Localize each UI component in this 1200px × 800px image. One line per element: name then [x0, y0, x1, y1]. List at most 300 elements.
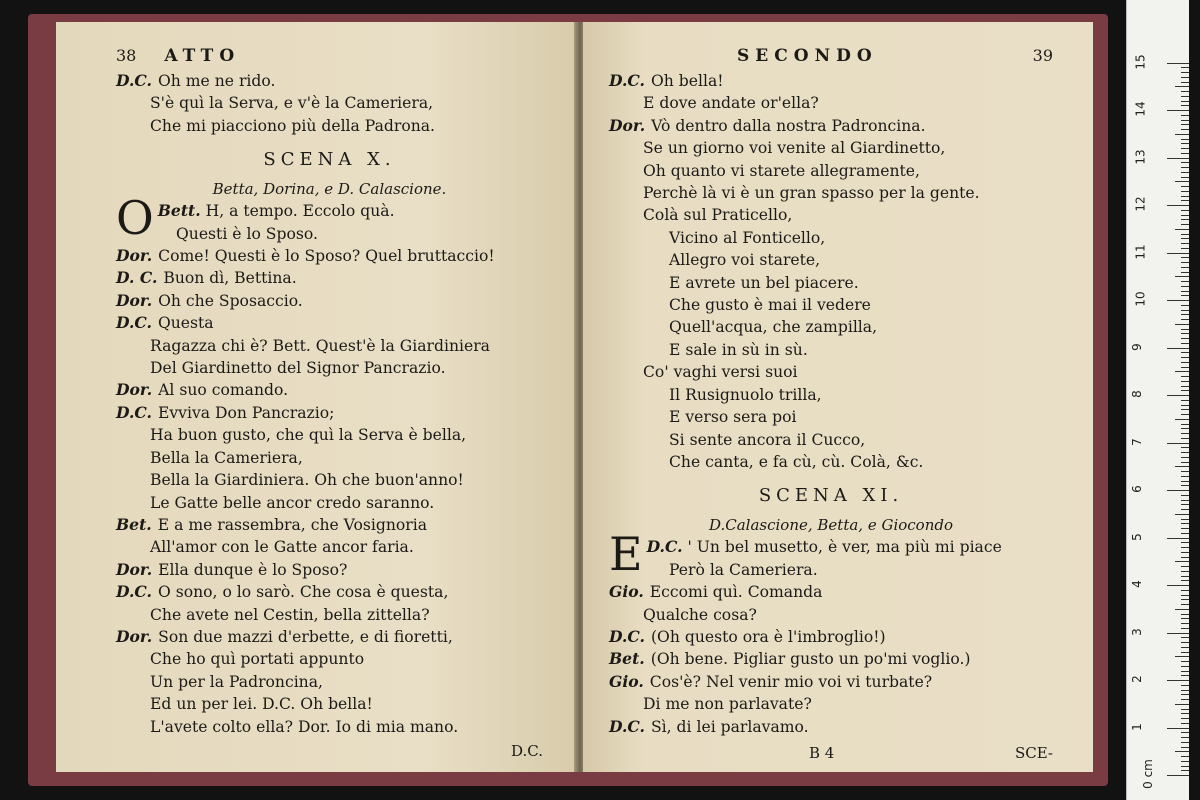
ruler-minor-tick — [1181, 557, 1189, 558]
ruler-minor-tick — [1181, 552, 1189, 553]
speaker-label: Dor. — [116, 246, 153, 266]
ruler-minor-tick — [1181, 77, 1189, 78]
ruler-label: 4 — [1129, 580, 1144, 588]
ruler-minor-tick — [1181, 452, 1189, 453]
dialogue-text: Oh me ne rido. — [157, 72, 276, 90]
ruler-minor-tick — [1181, 310, 1189, 311]
speaker-label: Bet. — [609, 649, 645, 669]
dialogue-text: E avrete un bel piacere. — [669, 273, 859, 292]
ruler-minor-tick — [1181, 338, 1189, 339]
dialogue-text: Al suo comando. — [158, 381, 289, 400]
dialogue-text: Il Rusignuolo trilla, — [669, 385, 822, 404]
ruler-minor-tick — [1181, 666, 1189, 667]
ruler-minor-tick — [1181, 219, 1189, 220]
ruler-minor-tick — [1181, 604, 1189, 605]
ruler-minor-tick — [1181, 770, 1189, 771]
left-page — [56, 22, 579, 772]
dialogue-text: Qualche cosa? — [643, 605, 757, 624]
ruler-minor-tick — [1181, 381, 1189, 382]
speaker-label: D.C. — [116, 582, 152, 602]
right-page-header — [609, 46, 1053, 66]
speaker-label: Dor. — [116, 290, 153, 310]
ruler-minor-tick — [1175, 276, 1189, 277]
dialogue-text: E sale in sù in sù. — [669, 340, 808, 359]
ruler-tick — [1167, 490, 1189, 491]
dialogue-text: Bella la Cameriera, — [150, 448, 303, 467]
dialogue-line — [609, 716, 1053, 738]
ruler-minor-tick — [1181, 732, 1189, 733]
ruler-tick — [1167, 633, 1189, 634]
ruler-tick — [1167, 253, 1189, 254]
ruler-minor-tick — [1181, 129, 1189, 130]
ruler-minor-tick — [1181, 433, 1189, 434]
ruler-minor-tick — [1181, 661, 1189, 662]
dialogue-line — [116, 671, 543, 693]
dialogue-text: Sì, di lei parlavamo. — [650, 717, 809, 736]
ruler-label: 9 — [1129, 342, 1144, 351]
ruler-minor-tick — [1181, 756, 1189, 757]
dialogue-line — [609, 671, 1053, 693]
dialogue-line — [609, 693, 1053, 715]
dialogue-text: Questa — [157, 314, 214, 333]
ruler-minor-tick — [1181, 367, 1189, 368]
dialogue-line — [609, 160, 1053, 182]
dialogue-line — [116, 447, 543, 469]
dialogue-text: Che avete nel Cestin, bella zittella? — [150, 605, 430, 624]
dropcap-line-x-2: Questi è lo Sposo. — [176, 224, 318, 243]
ruler-label: 8 — [1129, 390, 1144, 398]
dialogue-line — [116, 92, 543, 114]
left-top-lines — [116, 70, 543, 137]
dialogue-text: All'amor con le Gatte ancor faria. — [150, 538, 414, 557]
dialogue-text: Del Giardinetto del Signor Pancrazio. — [150, 359, 446, 378]
ruler-minor-tick — [1181, 286, 1189, 287]
dialogue-line — [609, 92, 1053, 114]
dialogue-line — [116, 716, 543, 738]
ruler-minor-tick — [1181, 576, 1189, 577]
speaker-label: Dor. — [116, 559, 153, 579]
dialogue-text: Bella la Giardiniera. Oh che buon'anno! — [150, 471, 464, 490]
ruler-minor-tick — [1181, 295, 1189, 296]
ruler-minor-tick — [1181, 742, 1189, 743]
ruler-minor-tick — [1181, 414, 1189, 415]
dialogue-line — [116, 245, 543, 267]
ruler-minor-tick — [1181, 462, 1189, 463]
dialogue-line — [116, 581, 543, 603]
ruler-minor-tick — [1181, 162, 1189, 163]
dialogue-text: Evviva Don Pancrazio; — [157, 403, 335, 422]
dialogue-text: Che ho quì portati appunto — [150, 650, 365, 669]
speaker-label: D.C. — [116, 402, 152, 422]
ruler-minor-tick — [1181, 504, 1189, 505]
ruler-minor-tick — [1181, 447, 1189, 448]
dialogue-line — [116, 492, 543, 514]
ruler-minor-tick — [1181, 357, 1189, 358]
ruler-minor-tick — [1181, 390, 1189, 391]
dialogue-line — [609, 137, 1053, 159]
dialogue-text: ' Un bel musetto, è ver, ma più mi piace — [687, 538, 1002, 557]
dialogue-text: Ha buon gusto, che quì la Serva è bella, — [150, 426, 467, 445]
scene-characters-x: Betta, Dorina, e D. Calascione. — [212, 180, 447, 199]
ruler-label: 13 — [1133, 148, 1148, 165]
ruler-minor-tick — [1181, 234, 1189, 235]
speaker-label: Dor. — [116, 626, 153, 646]
ruler-label: 14 — [1133, 101, 1148, 117]
scene-heading-xi: SCENA XI. — [758, 485, 904, 507]
ruler-minor-tick — [1175, 609, 1189, 610]
dialogue-text: (Oh bene. Pigliar gusto un po'mi voglio.) — [650, 650, 971, 669]
ruler-label: 11 — [1133, 243, 1148, 260]
dialogue-line — [609, 626, 1053, 648]
catchword-text: D.C. — [511, 741, 543, 760]
dialogue-line — [609, 115, 1053, 137]
speaker-label: Bett. — [157, 201, 201, 221]
ruler-minor-tick — [1175, 371, 1189, 372]
dialogue-text: Eccomi quì. Comanda — [649, 583, 823, 602]
ruler-minor-tick — [1181, 72, 1189, 73]
ruler-tick — [1167, 63, 1189, 64]
dialogue-text: Allegro voi starete, — [669, 251, 821, 270]
ruler-minor-tick — [1175, 514, 1189, 515]
dialogue-text: Vicino al Fonticello, — [669, 228, 826, 247]
ruler-minor-tick — [1181, 177, 1189, 178]
ruler-minor-tick — [1181, 438, 1189, 439]
ruler-minor-tick — [1181, 675, 1189, 676]
ruler-minor-tick — [1181, 400, 1189, 401]
dialogue-line — [116, 357, 543, 379]
ruler-minor-tick — [1181, 737, 1189, 738]
ruler-minor-tick — [1175, 86, 1189, 87]
dialogue-text: Si sente ancora il Cucco, — [669, 430, 866, 449]
ruler-minor-tick — [1181, 566, 1189, 567]
dialogue-line — [609, 429, 1053, 451]
ruler-minor-tick — [1181, 386, 1189, 387]
ruler-minor-tick — [1181, 291, 1189, 292]
ruler-label: 7 — [1129, 437, 1144, 446]
dialogue-text: Oh quanto vi starete allegramente, — [643, 161, 920, 180]
ruler-label: 6 — [1129, 485, 1144, 493]
ruler-minor-tick — [1181, 148, 1189, 149]
ruler-minor-tick — [1181, 196, 1189, 197]
ruler-label: 0 cm — [1140, 759, 1155, 789]
ruler-minor-tick — [1175, 229, 1189, 230]
left-bottom-lines — [116, 245, 543, 738]
ruler-minor-tick — [1181, 215, 1189, 216]
dialogue-line — [609, 648, 1053, 670]
measurement-ruler — [1126, 0, 1189, 800]
dialogue-text: Ella dunque è lo Sposo? — [158, 560, 348, 579]
dialogue-text: Oh bella! — [650, 72, 724, 90]
ruler-minor-tick — [1181, 120, 1189, 121]
dialogue-line — [116, 648, 543, 670]
dialogue-line — [609, 227, 1053, 249]
dialogue-line — [116, 115, 543, 137]
scene-heading-x: SCENA X. — [263, 149, 396, 171]
dialogue-line — [609, 182, 1053, 204]
dialogue-line — [609, 339, 1053, 361]
ruler-minor-tick — [1181, 590, 1189, 591]
dialogue-text: Co' vaghi versi suoi — [643, 363, 798, 382]
dialogue-line — [116, 290, 543, 312]
dialogue-text: Ragazza chi è? Bett. Quest'è la Giardiniera — [150, 336, 490, 355]
dialogue-line — [609, 406, 1053, 428]
ruler-minor-tick — [1181, 91, 1189, 92]
ruler-minor-tick — [1181, 595, 1189, 596]
dialogue-text: Ed un per lei. D.C. Oh bella! — [150, 695, 373, 714]
ruler-minor-tick — [1181, 200, 1189, 201]
ruler-minor-tick — [1181, 485, 1189, 486]
dialogue-text: S'è quì la Serva, e v'è la Cameriera, — [150, 94, 434, 113]
ruler-minor-tick — [1175, 466, 1189, 467]
ruler-minor-tick — [1181, 105, 1189, 106]
dropcap-line-xi-2: Però la Cameriera. — [669, 560, 818, 579]
ruler-minor-tick — [1181, 495, 1189, 496]
ruler-minor-tick — [1181, 528, 1189, 529]
dialogue-line — [609, 316, 1053, 338]
ruler-tick — [1167, 680, 1189, 681]
ruler-label: 1 — [1129, 722, 1144, 731]
ruler-label: 12 — [1133, 196, 1148, 212]
ruler-minor-tick — [1181, 267, 1189, 268]
dialogue-text: E a me rassembra, che Vosignoria — [157, 515, 428, 534]
right-running-title: SECONDO — [737, 46, 878, 66]
ruler-minor-tick — [1175, 656, 1189, 657]
dialogue-text: Cos'è? Nel venir mio voi vi turbate? — [649, 672, 933, 691]
ruler-minor-tick — [1181, 257, 1189, 258]
dialogue-line — [609, 249, 1053, 271]
dialogue-text: L'avete colto ella? Dor. Io di mia mano. — [150, 717, 459, 736]
dialogue-line — [609, 581, 1053, 603]
speaker-label: D. C. — [116, 268, 158, 288]
ruler-tick — [1167, 158, 1189, 159]
ruler-minor-tick — [1181, 699, 1189, 700]
dialogue-text: O sono, o lo sarò. Che cosa è questa, — [157, 583, 449, 602]
ruler-tick — [1167, 205, 1189, 206]
ruler-minor-tick — [1181, 143, 1189, 144]
ruler-minor-tick — [1181, 186, 1189, 187]
drop-cap: O — [116, 191, 154, 246]
ruler-minor-tick — [1181, 533, 1189, 534]
dialogue-text: Se un giorno voi venite al Giardinetto, — [643, 139, 946, 158]
right-footer — [609, 744, 1053, 762]
ruler-minor-tick — [1181, 319, 1189, 320]
dialogue-line — [609, 272, 1053, 294]
ruler-minor-tick — [1181, 685, 1189, 686]
ruler-tick — [1167, 300, 1189, 301]
ruler-tick — [1167, 110, 1189, 111]
dialogue-line — [116, 536, 543, 558]
ruler-minor-tick — [1181, 167, 1189, 168]
ruler-minor-tick — [1181, 623, 1189, 624]
dialogue-text: Oh che Sposaccio. — [158, 291, 303, 310]
ruler-minor-tick — [1175, 561, 1189, 562]
dialogue-line — [609, 604, 1053, 626]
drop-cap: E — [609, 527, 643, 582]
dialogue-line — [116, 424, 543, 446]
ruler-label: 3 — [1129, 627, 1144, 636]
dialogue-text: Che gusto è mai il vedere — [669, 296, 871, 315]
left-running-title: ATTO — [164, 46, 241, 66]
ruler-minor-tick — [1181, 500, 1189, 501]
dialogue-text: Di me non parlavate? — [643, 695, 812, 714]
dialogue-line — [609, 361, 1053, 383]
ruler-minor-tick — [1181, 471, 1189, 472]
ruler-minor-tick — [1181, 343, 1189, 344]
ruler-minor-tick — [1181, 281, 1189, 282]
ruler-minor-tick — [1181, 519, 1189, 520]
ruler-minor-tick — [1175, 419, 1189, 420]
ruler-label: 2 — [1129, 675, 1144, 683]
ruler-tick — [1167, 443, 1189, 444]
dialogue-line — [116, 402, 543, 424]
ruler-minor-tick — [1181, 409, 1189, 410]
speaker-label: Dor. — [116, 380, 153, 400]
dialogue-text: Le Gatte belle ancor credo saranno. — [150, 493, 435, 512]
ruler-minor-tick — [1181, 476, 1189, 477]
ruler-tick — [1167, 585, 1189, 586]
ruler-minor-tick — [1181, 628, 1189, 629]
ruler-minor-tick — [1181, 191, 1189, 192]
right-page-number: 39 — [1032, 46, 1053, 65]
ruler-minor-tick — [1181, 652, 1189, 653]
dialogue-text: E verso sera poi — [669, 408, 797, 427]
ruler-minor-tick — [1181, 67, 1189, 68]
ruler-minor-tick — [1181, 248, 1189, 249]
ruler-minor-tick — [1181, 96, 1189, 97]
speaker-label: D.C. — [116, 313, 152, 333]
left-page-number: 38 — [116, 46, 137, 65]
ruler-minor-tick — [1181, 376, 1189, 377]
ruler-minor-tick — [1181, 82, 1189, 83]
dialogue-text: Un per la Padroncina, — [150, 672, 323, 691]
dialogue-line — [116, 514, 543, 536]
ruler-minor-tick — [1181, 172, 1189, 173]
signature-mark: B 4 — [809, 743, 835, 762]
dialogue-line — [116, 604, 543, 626]
dialogue-line — [609, 204, 1053, 226]
dialogue-line — [609, 70, 1053, 92]
right-page — [583, 22, 1093, 772]
dialogue-line — [116, 379, 543, 401]
speaker-label: D.C. — [646, 537, 683, 557]
speaker-label: Dor. — [609, 115, 646, 135]
dialogue-text: Son due mazzi d'erbette, e di fioretti, — [158, 627, 453, 646]
ruler-minor-tick — [1181, 509, 1189, 510]
dialogue-line — [116, 267, 543, 289]
ruler-minor-tick — [1181, 618, 1189, 619]
left-page-header — [116, 46, 543, 66]
ruler-minor-tick — [1181, 428, 1189, 429]
right-top-lines — [609, 70, 1053, 473]
ruler-minor-tick — [1181, 766, 1189, 767]
ruler-tick — [1167, 775, 1189, 776]
ruler-minor-tick — [1181, 523, 1189, 524]
ruler-minor-tick — [1181, 761, 1189, 762]
right-catchword: SCE- — [1014, 743, 1053, 762]
ruler-minor-tick — [1175, 134, 1189, 135]
ruler-tick — [1167, 538, 1189, 539]
ruler-minor-tick — [1181, 115, 1189, 116]
ruler-minor-tick — [1181, 671, 1189, 672]
ruler-minor-tick — [1181, 243, 1189, 244]
ruler-minor-tick — [1181, 333, 1189, 334]
speaker-label: D.C. — [609, 716, 645, 736]
dialogue-text: (Oh questo ora è l'imbroglio!) — [650, 627, 886, 646]
dialogue-line — [116, 693, 543, 715]
dialogue-text: E dove andate or'ella? — [643, 94, 819, 113]
ruler-minor-tick — [1181, 124, 1189, 125]
left-catchword — [116, 742, 543, 760]
ruler-minor-tick — [1181, 272, 1189, 273]
ruler-minor-tick — [1181, 599, 1189, 600]
ruler-tick — [1167, 395, 1189, 396]
speaker-label: Gio. — [609, 671, 644, 691]
ruler-minor-tick — [1175, 751, 1189, 752]
ruler-tick — [1167, 348, 1189, 349]
ruler-minor-tick — [1181, 642, 1189, 643]
speaker-label: Bet. — [116, 514, 152, 534]
ruler-minor-tick — [1181, 238, 1189, 239]
ruler-minor-tick — [1181, 457, 1189, 458]
ruler-minor-tick — [1181, 210, 1189, 211]
ruler-label: 15 — [1133, 53, 1148, 70]
ruler-minor-tick — [1181, 547, 1189, 548]
ruler-label: 10 — [1133, 291, 1148, 307]
ruler-minor-tick — [1181, 694, 1189, 695]
dialogue-line — [116, 626, 543, 648]
right-bottom-lines — [609, 581, 1053, 738]
ruler-minor-tick — [1181, 647, 1189, 648]
dialogue-line — [116, 469, 543, 491]
ruler-label: 5 — [1129, 532, 1144, 541]
dialogue-text: Buon dì, Bettina. — [163, 269, 297, 288]
dialogue-line — [116, 335, 543, 357]
ruler-tick — [1167, 728, 1189, 729]
ruler-minor-tick — [1181, 690, 1189, 691]
scene-characters-xi: D.Calascione, Betta, e Giocondo — [708, 516, 954, 535]
ruler-minor-tick — [1175, 181, 1189, 182]
dialogue-line — [116, 312, 543, 334]
speaker-label: Gio. — [609, 582, 644, 602]
ruler-minor-tick — [1181, 262, 1189, 263]
dialogue-text: H, a tempo. Eccolo quà. — [205, 202, 395, 221]
speaker-label: D.C. — [116, 71, 152, 90]
ruler-minor-tick — [1181, 153, 1189, 154]
ruler-minor-tick — [1181, 305, 1189, 306]
dialogue-text: Perchè là vi è un gran spasso per la gente. — [643, 184, 980, 203]
dialogue-text: Che canta, e fa cù, cù. Colà, &c. — [669, 452, 924, 471]
ruler-minor-tick — [1181, 747, 1189, 748]
dialogue-text: Quell'acqua, che zampilla, — [669, 318, 878, 337]
ruler-minor-tick — [1181, 580, 1189, 581]
ruler-minor-tick — [1181, 542, 1189, 543]
ruler-minor-tick — [1181, 718, 1189, 719]
ruler-minor-tick — [1181, 614, 1189, 615]
ruler-minor-tick — [1181, 314, 1189, 315]
ruler-minor-tick — [1181, 481, 1189, 482]
dialogue-text: Che mi piacciono più della Padrona. — [150, 116, 436, 135]
ruler-minor-tick — [1181, 709, 1189, 710]
dialogue-text: Vò dentro dalla nostra Padroncina. — [651, 116, 926, 135]
ruler-minor-tick — [1181, 637, 1189, 638]
ruler-minor-tick — [1175, 704, 1189, 705]
ruler-minor-tick — [1181, 101, 1189, 102]
dialogue-line — [609, 294, 1053, 316]
dialogue-text: Colà sul Praticello, — [643, 206, 793, 225]
dialogue-line — [609, 384, 1053, 406]
ruler-minor-tick — [1181, 139, 1189, 140]
ruler-minor-tick — [1181, 713, 1189, 714]
